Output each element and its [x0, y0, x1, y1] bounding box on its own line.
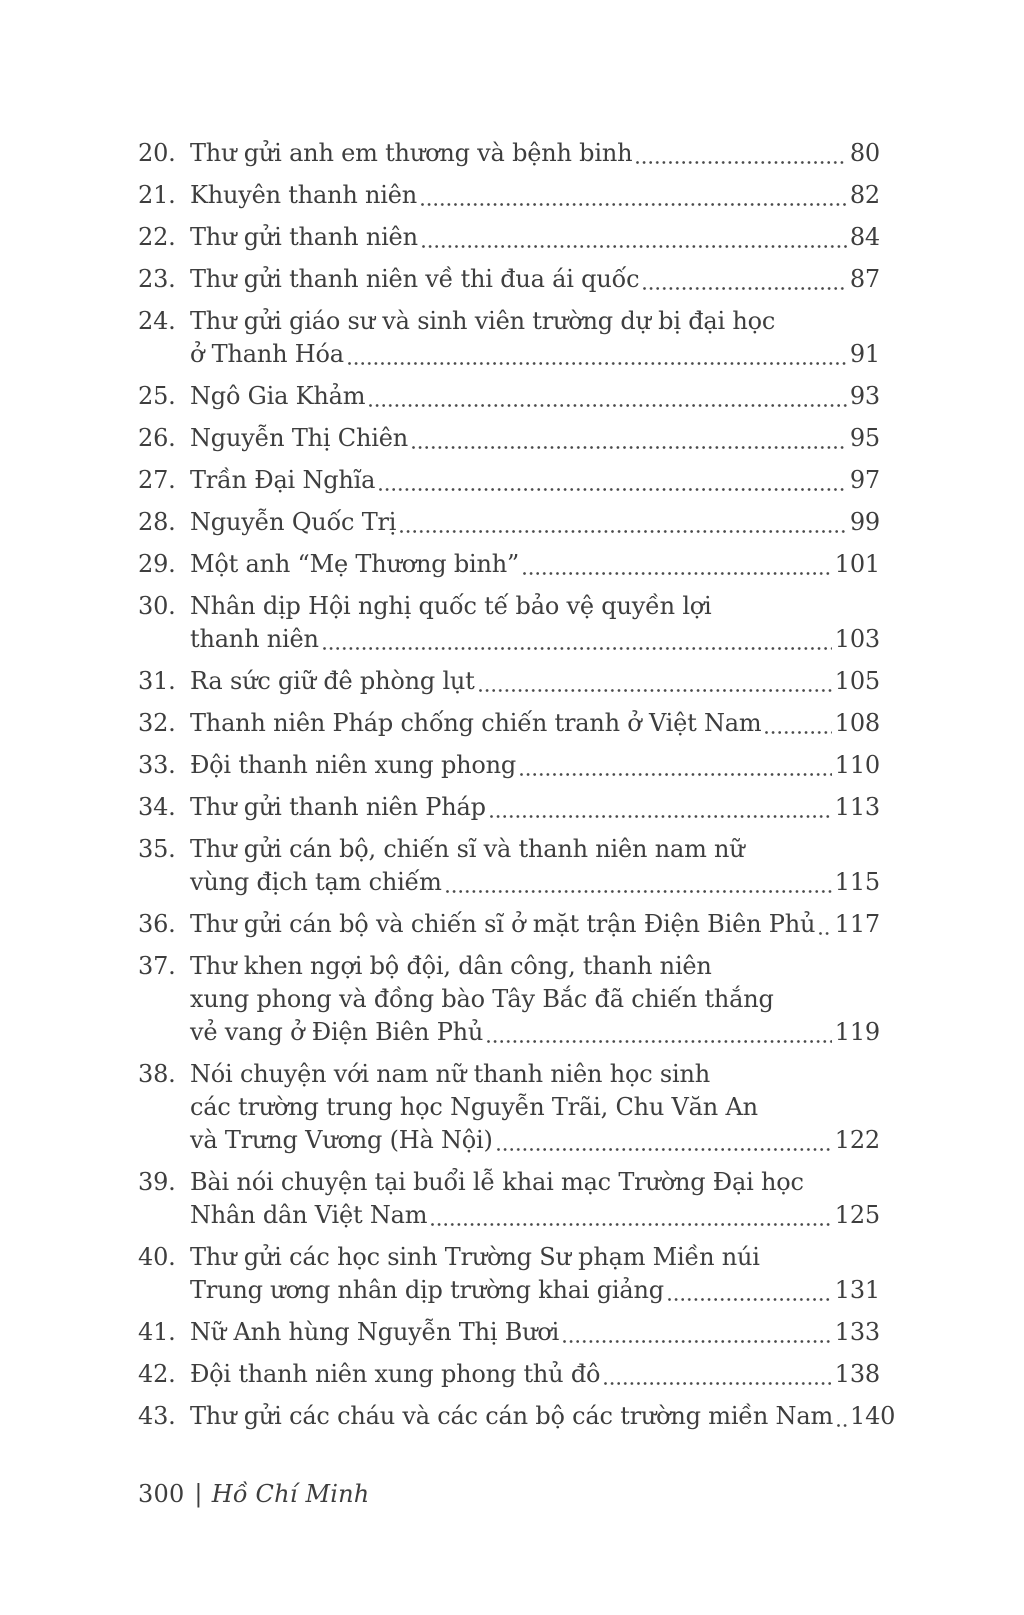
entry-page-number: 97: [849, 466, 880, 494]
footer-book-title: Hồ Chí Minh: [211, 1480, 370, 1508]
entry-body: [190, 464, 880, 497]
entry-body: [190, 791, 880, 824]
toc-entry: [138, 590, 880, 656]
entry-title-text: Trung ương nhân dịp trường khai giảng: [190, 1276, 664, 1304]
entry-page-number: 133: [834, 1318, 880, 1346]
entry-number: 43.: [138, 1402, 176, 1430]
entry-title-line: [190, 1316, 880, 1349]
entry-title-line: [190, 464, 880, 497]
dot-leader: [668, 1298, 832, 1301]
entry-body: [190, 1241, 880, 1307]
entry-title-text: Thư gửi anh em thương và bệnh binh: [190, 139, 633, 167]
entry-page-number: 122: [834, 1126, 880, 1154]
entry-title-text: Thư gửi các cháu và các cán bộ các trường miền Nam: [190, 1402, 834, 1430]
entry-title-text: Khuyên thanh niên: [190, 181, 418, 209]
entry-title-line: [190, 983, 880, 1016]
entry-page-number: 91: [849, 340, 880, 368]
entry-page-number: 125: [834, 1201, 880, 1229]
toc-entry: [138, 908, 880, 941]
entry-title-line: [190, 866, 880, 899]
entry-title-text: Nguyễn Quốc Trị: [190, 508, 397, 536]
entry-title-line: [190, 950, 880, 983]
entry-body: [190, 1058, 880, 1157]
entry-body: [190, 749, 880, 782]
entry-page-number: 84: [849, 223, 880, 251]
entry-title-text: vẻ vang ở Điện Biên Phủ: [190, 1018, 484, 1046]
entry-number: 27.: [138, 466, 176, 494]
entry-page-number: 115: [834, 868, 880, 896]
entry-body: [190, 380, 880, 413]
toc-entry: [138, 1166, 880, 1232]
entry-page-number: 80: [849, 139, 880, 167]
entry-page-number: 113: [834, 793, 880, 821]
entry-title-line: [190, 1199, 880, 1232]
entry-number: 29.: [138, 550, 176, 578]
entry-body: [190, 1166, 880, 1232]
entry-body: [190, 950, 880, 1049]
entry-body: [190, 422, 880, 455]
entry-page-number: 101: [834, 550, 880, 578]
folio-page-number: 300: [138, 1480, 185, 1508]
entry-title-line: [190, 1091, 880, 1124]
entry-page-number: 95: [849, 424, 880, 452]
entry-body: [190, 221, 880, 254]
entry-title-text: Nguyễn Thị Chiên: [190, 424, 408, 452]
entry-title-line: [190, 305, 880, 338]
entry-number: 20.: [138, 139, 176, 167]
entry-body: [190, 263, 880, 296]
entry-title-text: Thư gửi các học sinh Trường Sư phạm Miền núi: [190, 1243, 760, 1271]
entry-title-text: vùng địch tạm chiếm: [190, 868, 442, 896]
dot-leader: [323, 647, 832, 650]
entry-number: 23.: [138, 265, 176, 293]
dot-leader: [422, 245, 847, 248]
dot-leader: [643, 287, 847, 290]
entry-title-line: [190, 1166, 880, 1199]
dot-leader: [487, 1040, 832, 1043]
dot-leader: [837, 1424, 847, 1427]
dot-leader: [765, 731, 831, 734]
entry-title-line: [190, 179, 880, 212]
dot-leader: [348, 362, 847, 365]
entry-number: 30.: [138, 592, 176, 620]
entry-number: 31.: [138, 667, 176, 695]
dot-leader: [520, 773, 832, 776]
entry-title-line: [190, 422, 880, 455]
entry-body: [190, 305, 880, 371]
entry-page-number: 108: [834, 709, 880, 737]
entry-title-line: [190, 665, 880, 698]
entry-body: [190, 548, 880, 581]
entry-title-line: [190, 1124, 880, 1157]
entry-title-text: Đội thanh niên xung phong thủ đô: [190, 1360, 601, 1388]
dot-leader: [479, 689, 832, 692]
toc-entry: [138, 137, 880, 170]
toc-entry: [138, 749, 880, 782]
dot-leader: [412, 446, 847, 449]
entry-title-line: [190, 590, 880, 623]
entry-page-number: 87: [849, 265, 880, 293]
entry-title-line: [190, 707, 880, 740]
entry-title-text: Ngô Gia Khảm: [190, 382, 366, 410]
entry-page-number: 103: [834, 625, 880, 653]
entry-page-number: 82: [849, 181, 880, 209]
dot-leader: [400, 530, 847, 533]
dot-leader: [446, 890, 832, 893]
entry-body: [190, 590, 880, 656]
toc-entry: [138, 950, 880, 1049]
entry-page-number: 105: [834, 667, 880, 695]
entry-title-text: Nói chuyện với nam nữ thanh niên học sinh: [190, 1060, 711, 1088]
entry-title-line: [190, 908, 880, 941]
dot-leader: [563, 1340, 832, 1343]
entry-number: 34.: [138, 793, 176, 821]
entry-number: 40.: [138, 1243, 176, 1271]
entry-body: [190, 506, 880, 539]
entry-number: 33.: [138, 751, 176, 779]
entry-title-line: [190, 137, 880, 170]
entry-number: 26.: [138, 424, 176, 452]
entry-title-text: Bài nói chuyện tại buổi lễ khai mạc Trường Đại học: [190, 1168, 804, 1196]
dot-leader: [523, 572, 832, 575]
entry-body: [190, 1400, 896, 1433]
entry-title-line: [190, 1016, 880, 1049]
entry-number: 41.: [138, 1318, 176, 1346]
entry-body: [190, 707, 880, 740]
entry-title-text: xung phong và đồng bào Tây Bắc đã chiến thắng: [190, 985, 774, 1013]
entry-page-number: 140: [850, 1402, 896, 1430]
entry-body: [190, 137, 880, 170]
dot-leader: [490, 815, 832, 818]
toc-entry: [138, 791, 880, 824]
entry-title-line: [190, 623, 880, 656]
entry-title-line: [190, 833, 880, 866]
dot-leader: [636, 161, 847, 164]
entry-title-text: ở Thanh Hóa: [190, 340, 344, 368]
entry-title-text: Thư gửi cán bộ, chiến sĩ và thanh niên nam nữ: [190, 835, 745, 863]
entry-title-text: và Trưng Vương (Hà Nội): [190, 1126, 493, 1154]
entry-title-text: Nhân dịp Hội nghị quốc tế bảo vệ quyền lợi: [190, 592, 712, 620]
toc-entry: [138, 1241, 880, 1307]
toc-entry: [138, 380, 880, 413]
entry-title-text: Thanh niên Pháp chống chiến tranh ở Việt Nam: [190, 709, 762, 737]
entry-number: 22.: [138, 223, 176, 251]
toc-entry: [138, 506, 880, 539]
dot-leader: [379, 488, 847, 491]
entry-title-line: [190, 221, 880, 254]
entry-title-line: [190, 749, 880, 782]
entry-title-text: Thư khen ngợi bộ đội, dân công, thanh niên: [190, 952, 712, 980]
entry-page-number: 93: [849, 382, 880, 410]
entry-title-text: các trường trung học Nguyễn Trãi, Chu Văn An: [190, 1093, 758, 1121]
entry-title-text: Ra sức giữ đê phòng lụt: [190, 667, 475, 695]
entry-title-text: Thư gửi cán bộ và chiến sĩ ở mặt trận Điện Biên Phủ: [190, 910, 816, 938]
entry-title-line: [190, 548, 880, 581]
toc-entry: [138, 464, 880, 497]
entry-number: 35.: [138, 835, 176, 863]
entry-page-number: 99: [849, 508, 880, 536]
entry-title-text: Một anh “Mẹ Thương binh”: [190, 550, 520, 578]
entry-page-number: 117: [834, 910, 880, 938]
entry-title-text: Nữ Anh hùng Nguyễn Thị Bươi: [190, 1318, 560, 1346]
entry-body: [190, 665, 880, 698]
footer-separator: |: [194, 1480, 203, 1508]
entry-number: 39.: [138, 1168, 176, 1196]
toc-entry: [138, 707, 880, 740]
entry-title-line: [190, 263, 880, 296]
entry-body: [190, 179, 880, 212]
entry-title-text: Trần Đại Nghĩa: [190, 466, 376, 494]
entry-number: 36.: [138, 910, 176, 938]
entry-title-line: [190, 1274, 880, 1307]
entry-number: 21.: [138, 181, 176, 209]
dot-leader: [431, 1223, 831, 1226]
dot-leader: [421, 203, 847, 206]
toc-list: [138, 137, 896, 1433]
toc-entry: [138, 1058, 880, 1157]
toc-entry: [138, 179, 880, 212]
toc-entry: [138, 1316, 880, 1349]
entry-title-line: [190, 1241, 880, 1274]
entry-title-text: Thư gửi giáo sư và sinh viên trường dự bị đại học: [190, 307, 776, 335]
dot-leader: [497, 1148, 832, 1151]
entry-page-number: 131: [834, 1276, 880, 1304]
entry-number: 24.: [138, 307, 176, 335]
entry-body: [190, 1316, 880, 1349]
entry-title-line: [190, 1058, 880, 1091]
toc-entry: [138, 665, 880, 698]
toc-entry: [138, 263, 880, 296]
toc-entry: [138, 833, 880, 899]
entry-title-line: [190, 506, 880, 539]
entry-title-text: Thư gửi thanh niên về thi đua ái quốc: [190, 265, 640, 293]
entry-number: 25.: [138, 382, 176, 410]
entry-title-line: [190, 338, 880, 371]
entry-number: 37.: [138, 952, 176, 980]
entry-number: 38.: [138, 1060, 176, 1088]
entry-title-text: Thư gửi thanh niên: [190, 223, 418, 251]
entry-number: 28.: [138, 508, 176, 536]
dot-leader: [604, 1382, 832, 1385]
entry-title-line: [190, 1358, 880, 1391]
entry-title-text: thanh niên: [190, 625, 319, 653]
entry-title-line: [190, 791, 880, 824]
page-footer: [138, 1480, 880, 1508]
toc-entry: [138, 1400, 896, 1433]
toc-entry: [138, 422, 880, 455]
entry-body: [190, 833, 880, 899]
dot-leader: [819, 932, 832, 935]
entry-page-number: 138: [834, 1360, 880, 1388]
entry-title-line: [190, 1400, 896, 1433]
entry-title-text: Đội thanh niên xung phong: [190, 751, 517, 779]
entry-page-number: 110: [834, 751, 880, 779]
dot-leader: [369, 404, 847, 407]
entry-page-number: 119: [834, 1018, 880, 1046]
entry-title-line: [190, 380, 880, 413]
entry-title-text: Thư gửi thanh niên Pháp: [190, 793, 486, 821]
entry-body: [190, 1358, 880, 1391]
entry-number: 42.: [138, 1360, 176, 1388]
toc-entry: [138, 305, 880, 371]
toc-entry: [138, 1358, 880, 1391]
entry-body: [190, 908, 880, 941]
toc-entry: [138, 221, 880, 254]
entry-title-text: Nhân dân Việt Nam: [190, 1201, 428, 1229]
toc-entry: [138, 548, 880, 581]
entry-number: 32.: [138, 709, 176, 737]
